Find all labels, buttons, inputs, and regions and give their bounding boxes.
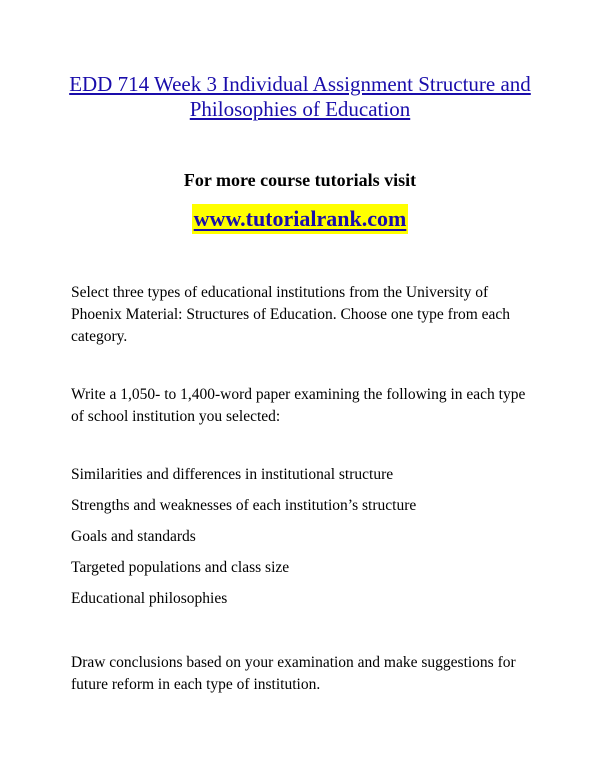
list-item: Goals and standards [71, 528, 196, 545]
conclusion-paragraph: Draw conclusions based on your examination and make suggestions for future reform in each type of institution. [71, 654, 516, 693]
site-link-container [0, 204, 600, 234]
document-title [40, 72, 560, 122]
promo-text: For more course tutorials visit [183, 170, 417, 190]
list-item: Similarities and differences in institutional structure [71, 466, 394, 483]
title-line-1: EDD 714 Week 3 Individual Assignment Structure and [69, 72, 531, 96]
title-link[interactable] [69, 72, 531, 121]
list-item: Educational philosophies [71, 590, 228, 607]
list-item: Targeted populations and class size [71, 559, 290, 576]
list-item: Strengths and weaknesses of each institution’s structure [71, 497, 417, 514]
instructions-paragraph-1: Select three types of educational institutions from the University of Phoenix Material: Structures of Education. Choose one type from each category. [71, 284, 511, 345]
site-link[interactable]: www.tutorialrank.com [192, 204, 409, 234]
requirements-list [71, 464, 541, 619]
instructions-paragraph-2: Write a 1,050- to 1,400-word paper examining the following in each type of school institution you selected: [71, 386, 526, 425]
title-line-2: Philosophies of Education [189, 97, 411, 121]
